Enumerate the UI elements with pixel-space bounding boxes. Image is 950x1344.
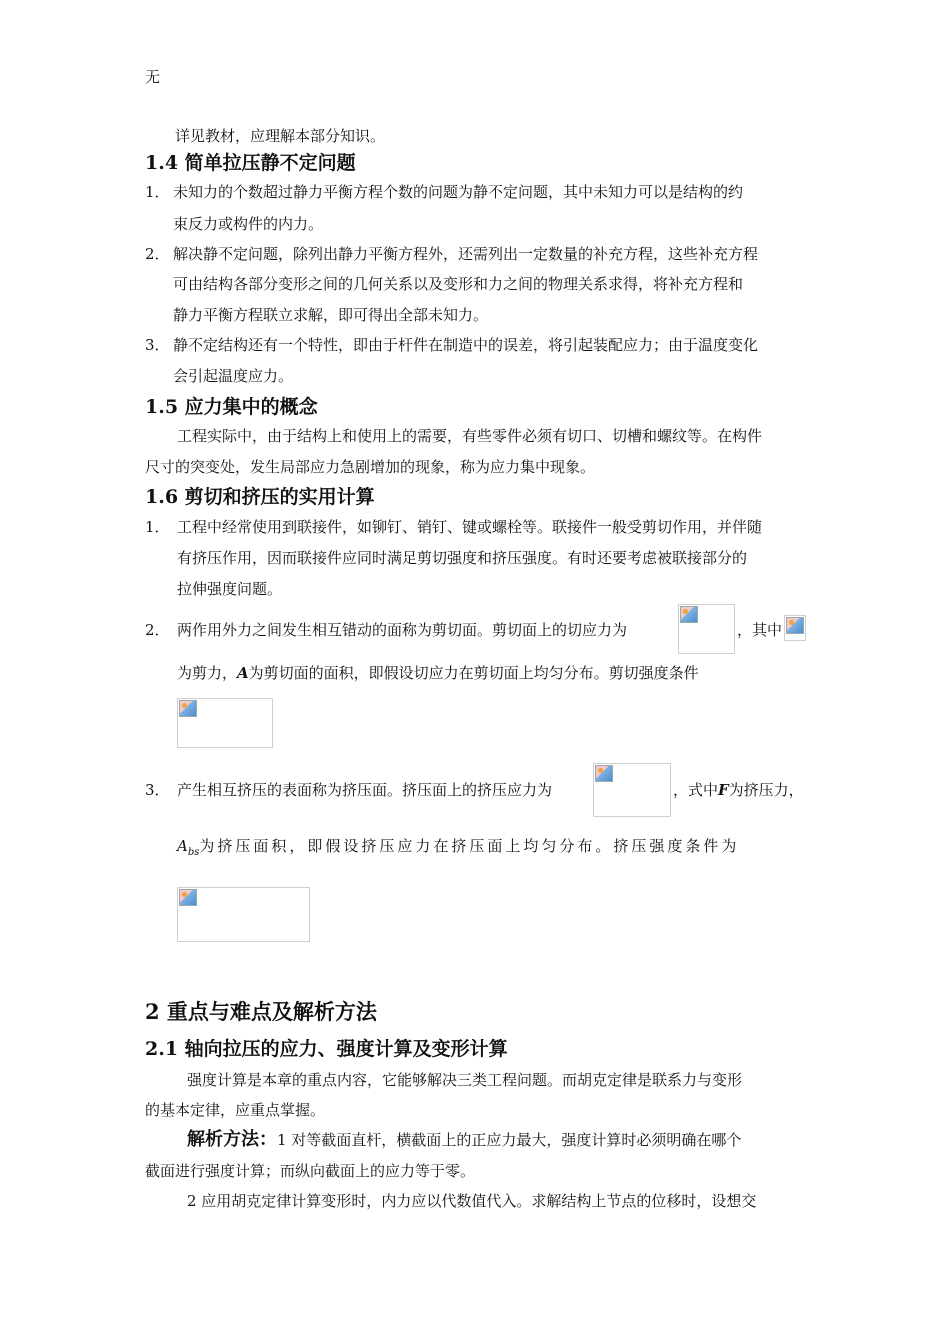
list-number: 1． <box>145 183 170 201</box>
list-item-text: 拉伸强度问题。 <box>177 580 283 598</box>
list-item-text: ，其中 <box>737 621 783 639</box>
list-item-text: 两作用外力之间发生相互错动的面称为剪切面。剪切面上的切应力为 <box>177 621 628 639</box>
list-item-text: 产生相互挤压的表面称为挤压面。挤压面上的挤压应力为 <box>177 781 553 799</box>
list-number: 2． <box>145 245 170 263</box>
broken-image-icon <box>786 617 804 634</box>
bearing-stress-formula-image <box>593 763 671 817</box>
broken-image-icon <box>595 765 613 782</box>
list-number: 3． <box>145 336 170 354</box>
broken-image-icon <box>179 889 197 906</box>
paragraph-line: 强度计算是本章的重点内容，它能够解决三类工程问题。而胡克定律是联系力与变形 <box>187 1071 743 1089</box>
list-item-text: $A_{bs}$为挤压面积，即假设挤压应力在挤压面上均匀分布。挤压强度条件为 <box>177 837 740 858</box>
paragraph-line: 2 应用胡克定律计算变形时，内力应以代数值代入。求解结构上节点的位移时，设想交 <box>187 1192 757 1210</box>
shear-stress-formula-image <box>678 604 735 654</box>
section-1-5-heading: 1.5 应力集中的概念 <box>145 396 318 418</box>
list-item-text: 会引起温度应力。 <box>173 367 294 385</box>
paragraph-line: 截面进行强度计算；而纵向截面上的应力等于零。 <box>145 1162 476 1180</box>
list-item-text: 束反力或构件的内力。 <box>173 215 324 233</box>
bearing-strength-condition-image <box>177 887 310 942</box>
broken-image-icon <box>179 700 197 717</box>
paragraph-line: 解析方法：1 对等截面直杆，横截面上的正应力最大，强度计算时必须明确在哪个 <box>187 1129 742 1150</box>
page-header: 无 <box>145 68 161 86</box>
list-item-text: 工程中经常使用到联接件，如铆钉、销钉、键或螺栓等。联接件一般受剪切作用，并伴随 <box>177 518 763 536</box>
list-item-text: 为剪力，A为剪切面的面积，即假设切应力在剪切面上均匀分布。剪切强度条件 <box>177 664 699 682</box>
paragraph-line: 尺寸的突变处，发生局部应力急剧增加的现象，称为应力集中现象。 <box>145 458 596 476</box>
broken-image-icon <box>680 606 698 623</box>
list-item-text: 解决静不定问题，除列出静力平衡方程外，还需列出一定数量的补充方程，这些补充方程 <box>173 245 759 263</box>
list-number: 1． <box>145 518 170 536</box>
section-1-6-heading: 1.6 剪切和挤压的实用计算 <box>145 486 375 508</box>
list-number: 2． <box>145 621 170 639</box>
shear-strength-condition-image <box>177 698 273 748</box>
section-1-4-heading: 1.4 简单拉压静不定问题 <box>145 152 356 174</box>
section-2-1-heading: 2.1 轴向拉压的应力、强度计算及变形计算 <box>145 1038 508 1060</box>
list-item-text: 有挤压作用，因而联接件应同时满足剪切强度和挤压强度。有时还要考虑被联接部分的 <box>177 549 748 567</box>
list-item-text: 未知力的个数超过静力平衡方程个数的问题为静不定问题，其中未知力可以是结构的约 <box>173 183 744 201</box>
list-item-text: ，式中F为挤压力， <box>673 781 804 799</box>
list-item-text: 静不定结构还有一个特性，即由于杆件在制造中的误差，将引起装配应力；由于温度变化 <box>173 336 759 354</box>
shear-force-symbol-image <box>784 615 806 641</box>
paragraph-line: 工程实际中，由于结构上和使用上的需要，有些零件必须有切口、切槽和螺纹等。在构件 <box>177 427 763 445</box>
list-item-text: 静力平衡方程联立求解，即可得出全部未知力。 <box>173 306 489 324</box>
paragraph-line: 的基本定律，应重点掌握。 <box>145 1101 326 1119</box>
list-number: 3． <box>145 781 170 799</box>
list-item-text: 可由结构各部分变形之间的几何关系以及变形和力之间的物理关系求得，将补充方程和 <box>173 275 744 293</box>
method-label: 解析方法： <box>187 1129 277 1150</box>
section-2-heading: 2 重点与难点及解析方法 <box>145 999 377 1024</box>
intro-paragraph: 详见教材，应理解本部分知识。 <box>175 127 386 145</box>
